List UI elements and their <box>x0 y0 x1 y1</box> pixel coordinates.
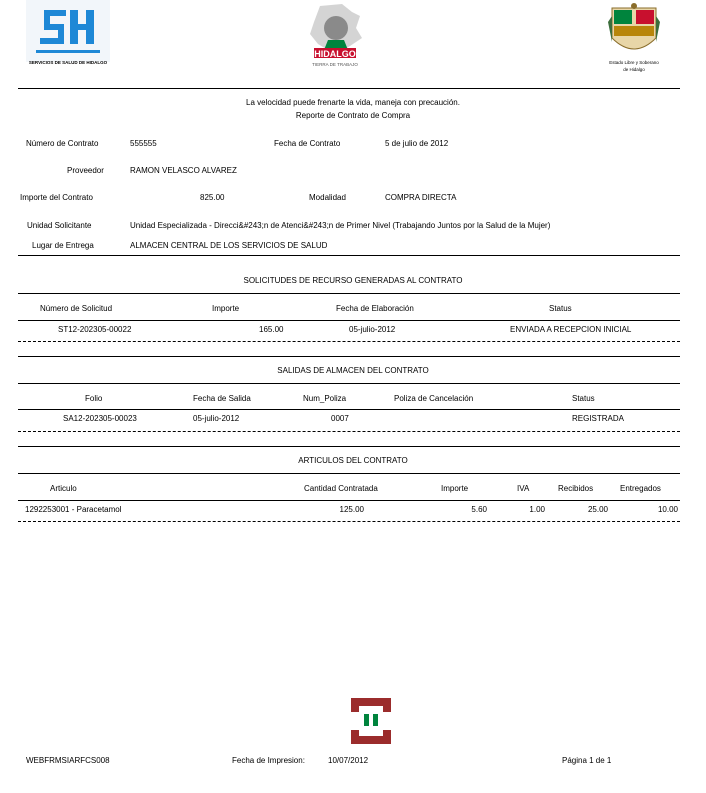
delivery-place-label: Lugar de Entrega <box>32 241 94 250</box>
supplier-label: Proveedor <box>67 166 104 175</box>
hidalgo-logo-title: HIDALGO <box>314 49 356 59</box>
slogan: La velocidad puede frenarte la vida, maneja con precaución. <box>246 98 460 107</box>
salidas-title: SALIDAS DE ALMACEN DEL CONTRATO <box>277 366 429 375</box>
coat-of-arms-caption-1: Estado Libre y Soberano <box>609 60 659 65</box>
contract-date-value: 5 de julio de 2012 <box>385 139 449 148</box>
articulos-header-iva: IVA <box>517 484 530 493</box>
salida-status: REGISTRADA <box>572 414 625 423</box>
salidas-header-top-line <box>18 383 680 384</box>
contract-number-value: 555555 <box>130 139 157 148</box>
requesting-unit-label: Unidad Solicitante <box>27 221 92 230</box>
ssh-logo <box>26 0 110 80</box>
footer-report-code: WEBFRMSIARFCS008 <box>26 756 110 765</box>
hidalgo-logo-subtitle: TIERRA DE TRABAJO <box>312 62 358 67</box>
header-divider <box>18 88 680 89</box>
footer-page-number: Página 1 de 1 <box>562 756 612 765</box>
solicitud-status: ENVIADA A RECEPCION INICIAL <box>510 325 632 334</box>
salidas-header-cancel: Poliza de Cancelación <box>394 394 474 403</box>
coat-of-arms-caption-2: de Hidalgo <box>623 67 645 72</box>
salidas-header-poliza: Num_Poliza <box>303 394 347 403</box>
supplier-value: RAMON VELASCO ALVAREZ <box>130 166 237 175</box>
solicitudes-top-line <box>18 293 680 294</box>
articulo-delivered: 10.00 <box>657 505 678 514</box>
footer-logo <box>347 698 395 744</box>
solicitudes-row-divider <box>18 341 680 342</box>
solicitudes-header-amount: Importe <box>212 304 240 313</box>
footer-print-date-value: 10/07/2012 <box>328 756 369 765</box>
articulos-header-line <box>18 500 680 501</box>
articulos-header-delivered: Entregados <box>620 484 661 493</box>
solicitudes-title: SOLICITUDES DE RECURSO GENERADAS AL CONTRATO <box>243 276 463 285</box>
articulo-received: 25.00 <box>587 505 608 514</box>
state-coat-of-arms <box>606 2 662 80</box>
salidas-top-divider <box>18 356 680 357</box>
salida-poliza: 0007 <box>331 414 349 423</box>
report-title: Reporte de Contrato de Compra <box>295 111 411 120</box>
salidas-header-line <box>18 409 680 410</box>
requesting-unit-value: Unidad Especializada - Direcci&#243;n de Atenci&#243;n de Primer Nivel (Trabajando Juntos por la Salud de la Mujer) <box>130 221 551 230</box>
delivery-place-value: ALMACEN CENTRAL DE LOS SERVICIOS DE SALUD <box>130 241 328 250</box>
salidas-header-date: Fecha de Salida <box>193 394 251 403</box>
articulos-top-divider <box>18 446 680 447</box>
salida-folio: SA12-202305-00023 <box>63 414 137 423</box>
modality-value: COMPRA DIRECTA <box>385 193 457 202</box>
contract-number-label: Número de Contrato <box>26 139 99 148</box>
footer-logo-icon <box>347 698 395 744</box>
contract-amount-value: 825.00 <box>200 193 225 202</box>
articulo-iva: 1.00 <box>529 505 545 514</box>
salida-date: 05-julio-2012 <box>193 414 240 423</box>
articulos-header-amount: Importe <box>441 484 469 493</box>
articulo-name: 1292253001 - Paracetamol <box>25 505 122 514</box>
solicitud-amount: 165.00 <box>259 325 284 334</box>
articulo-amount: 5.60 <box>471 505 487 514</box>
solicitud-number: ST12-202305-00022 <box>58 325 132 334</box>
articulos-header-article: Articulo <box>50 484 77 493</box>
salidas-header-status: Status <box>572 394 595 403</box>
solicitudes-header-line <box>18 320 680 321</box>
coat-of-arms-icon <box>606 2 662 60</box>
ssh-logo-icon <box>26 0 110 62</box>
hidalgo-logo <box>300 2 370 78</box>
solicitudes-header-date: Fecha de Elaboración <box>336 304 414 313</box>
articulos-row-divider <box>18 521 680 522</box>
ssh-logo-caption: SERVICIOS DE SALUD DE HIDALGO <box>28 60 108 65</box>
contract-divider <box>18 255 680 256</box>
articulo-qty: 125.00 <box>339 505 364 514</box>
articulos-header-qty: Cantidad Contratada <box>304 484 378 493</box>
articulos-header-top-line <box>18 473 680 474</box>
modality-label: Modalidad <box>309 193 346 202</box>
salidas-row-divider <box>18 431 680 432</box>
contract-date-label: Fecha de Contrato <box>274 139 341 148</box>
solicitud-date: 05-julio-2012 <box>349 325 396 334</box>
articulos-title: ARTICULOS DEL CONTRATO <box>298 456 408 465</box>
footer-print-date-label: Fecha de Impresion: <box>232 756 305 765</box>
contract-amount-label: Importe del Contrato <box>20 193 93 202</box>
salidas-header-folio: Folio <box>85 394 103 403</box>
solicitudes-header-status: Status <box>549 304 572 313</box>
solicitudes-header-number: Número de Solicitud <box>40 304 113 313</box>
articulos-header-received: Recibidos <box>558 484 594 493</box>
